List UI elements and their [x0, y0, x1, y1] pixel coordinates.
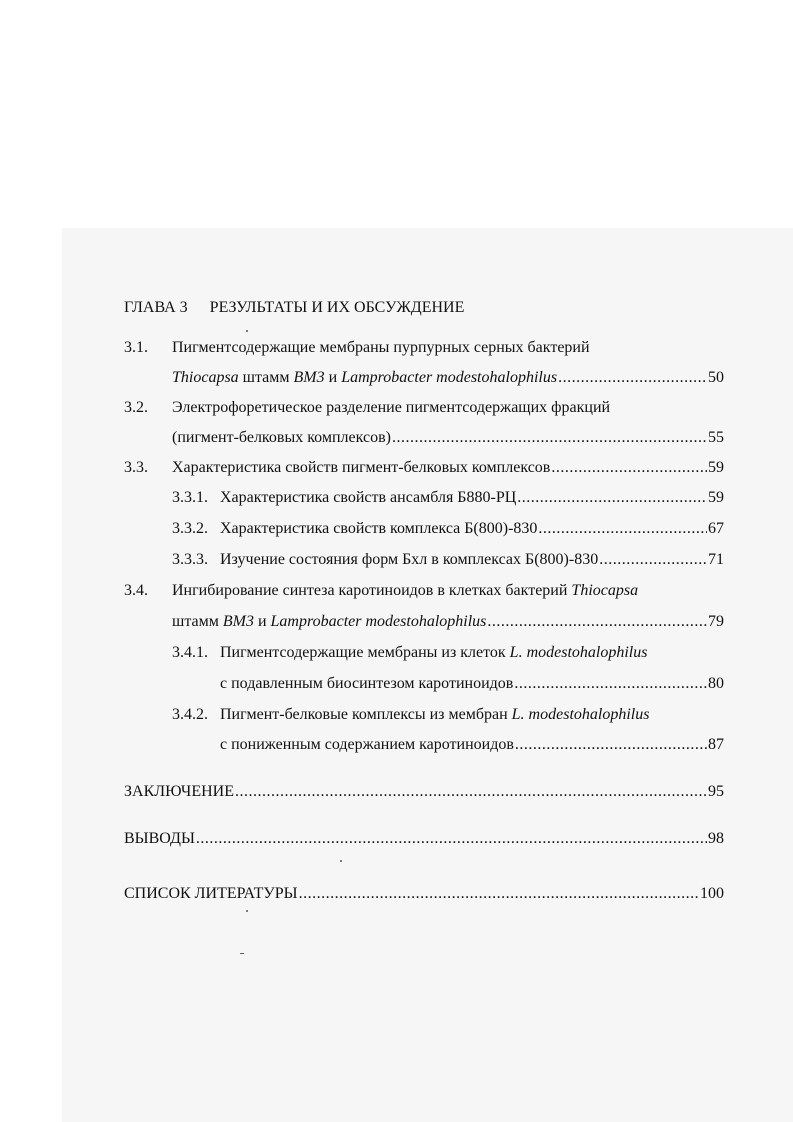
toc-entry-3-3-1-page: 59: [708, 489, 724, 506]
text: и: [324, 369, 342, 386]
scan-speck: [340, 860, 342, 862]
toc-entry-3-3[interactable]: [172, 458, 724, 478]
toc-entry-3-3-3-number: 3.3.3.: [172, 551, 208, 568]
scan-speck: [246, 910, 248, 912]
toc-entry-3-1-line2: [172, 368, 557, 388]
dot-leader: [558, 368, 707, 388]
toc-entry-3-2-line1: Электрофоретическое разделение пигментсодержащих фракций: [172, 399, 611, 416]
toc-entry-3-4[interactable]: [172, 612, 724, 632]
dot-leader: [487, 612, 707, 632]
toc-entry-3-4-2-number: 3.4.2.: [172, 706, 208, 723]
toc-entry-3-1[interactable]: [172, 368, 724, 388]
toc-conclusion-page: 95: [708, 783, 724, 800]
toc-entry-3-4-number: 3.4.: [124, 582, 148, 599]
text: штамм: [172, 613, 223, 630]
toc-entry-3-4-2-line2: с пониженным содержанием каротиноидов: [220, 736, 514, 753]
genus-name: Thiocapsa: [571, 582, 639, 599]
toc-entry-3-3-3-page: 71: [708, 551, 724, 568]
strain-name: BM3: [293, 369, 325, 386]
toc-entry-3-2[interactable]: [172, 428, 724, 448]
toc-entry-3-4-2[interactable]: [220, 735, 724, 755]
dot-leader: [196, 829, 707, 849]
scan-speck: [240, 953, 244, 954]
toc-entry-3-1-number: 3.1.: [124, 339, 148, 356]
toc-entry-3-4-1-line2: с подавленным биосинтезом каротиноидов: [220, 675, 514, 692]
text: и: [253, 613, 271, 630]
toc-entry-3-4-line1: [172, 581, 638, 601]
toc-entry-3-4-page: 79: [708, 613, 724, 630]
toc-entry-3-4-2-line1: [220, 705, 649, 725]
toc-findings-title: ВЫВОДЫ: [124, 830, 195, 847]
dot-leader: [514, 674, 707, 694]
dot-leader: [538, 519, 707, 539]
toc-entry-3-3-2[interactable]: [220, 519, 724, 539]
toc-entry-3-3-page: 59: [708, 459, 724, 476]
chapter-heading: [124, 298, 464, 318]
toc-entry-3-3-number: 3.3.: [124, 459, 148, 476]
toc-references-title: СПИСОК ЛИТЕРАТУРЫ: [124, 885, 298, 902]
toc-entry-3-3-1[interactable]: [220, 488, 724, 508]
strain-name: BM3: [222, 613, 254, 630]
dot-leader: [515, 735, 707, 755]
text: штамм: [238, 369, 294, 386]
text: Ингибирование синтеза каротиноидов в клетках бактерий: [172, 582, 572, 599]
toc-entry-3-2-line2: (пигмент-белковых комплексов): [172, 429, 391, 446]
species-name: L. modestohalophilus: [509, 644, 648, 661]
toc-findings-page: 98: [708, 830, 724, 847]
toc-entry-3-4-1-number: 3.4.1.: [172, 644, 208, 661]
toc-entry-3-2-number: 3.2.: [124, 399, 148, 416]
chapter-title: РЕЗУЛЬТАТЫ И ИХ ОБСУЖДЕНИЕ: [209, 299, 465, 316]
species-name: Lamprobacter modestohalophilus: [270, 613, 487, 630]
toc-entry-3-3-2-title: Характеристика свойств комплекса Б(800)-830: [220, 520, 538, 537]
toc-entry-3-4-1[interactable]: [220, 674, 724, 694]
genus-name: Thiocapsa: [172, 369, 239, 386]
toc-entry-3-2-page: 55: [708, 429, 724, 446]
toc-entry-3-1-page: 50: [708, 369, 724, 386]
toc-entry-3-3-3[interactable]: [220, 550, 724, 570]
toc-entry-3-1-line1: Пигментсодержащие мембраны пурпурных серных бактерий: [172, 339, 590, 356]
toc-entry-3-3-2-number: 3.3.2.: [172, 520, 208, 537]
dot-leader: [392, 428, 707, 448]
species-name: Lamprobacter modestohalophilus: [341, 369, 558, 386]
dot-leader: [517, 488, 707, 508]
toc-entry-3-3-1-title: Характеристика свойств ансамбля Б880-РЦ: [220, 489, 517, 506]
toc-entry-3-3-3-title: Изучение состояния форм Бхл в комплексах Б(800)-830: [220, 551, 599, 568]
toc-entry-3-3-title: Характеристика свойств пигмент-белковых комплексов: [172, 459, 551, 476]
toc-entry-3-3-1-number: 3.3.1.: [172, 489, 208, 506]
scan-speck: [246, 330, 248, 332]
toc-references-page: 100: [700, 885, 724, 902]
chapter-label: ГЛАВА 3: [124, 299, 188, 316]
toc-conclusion[interactable]: [124, 782, 724, 802]
toc-entry-3-4-2-page: 87: [708, 736, 724, 753]
toc-findings[interactable]: [124, 829, 724, 849]
toc-entry-3-4-1-page: 80: [708, 675, 724, 692]
dot-leader: [599, 550, 707, 570]
dot-leader: [235, 782, 707, 802]
dot-leader: [299, 884, 699, 904]
toc-conclusion-title: ЗАКЛЮЧЕНИЕ: [124, 783, 234, 800]
species-name: L. modestohalophilus: [511, 706, 650, 723]
text: Пигмент-белковые комплексы из мембран: [220, 706, 512, 723]
toc-entry-3-4-1-line1: [220, 643, 647, 663]
text: Пигментсодержащие мембраны из клеток: [220, 644, 510, 661]
toc-references[interactable]: [124, 884, 724, 904]
toc-entry-3-4-line2: [172, 612, 486, 632]
toc-entry-3-3-2-page: 67: [708, 520, 724, 537]
dot-leader: [551, 458, 707, 478]
